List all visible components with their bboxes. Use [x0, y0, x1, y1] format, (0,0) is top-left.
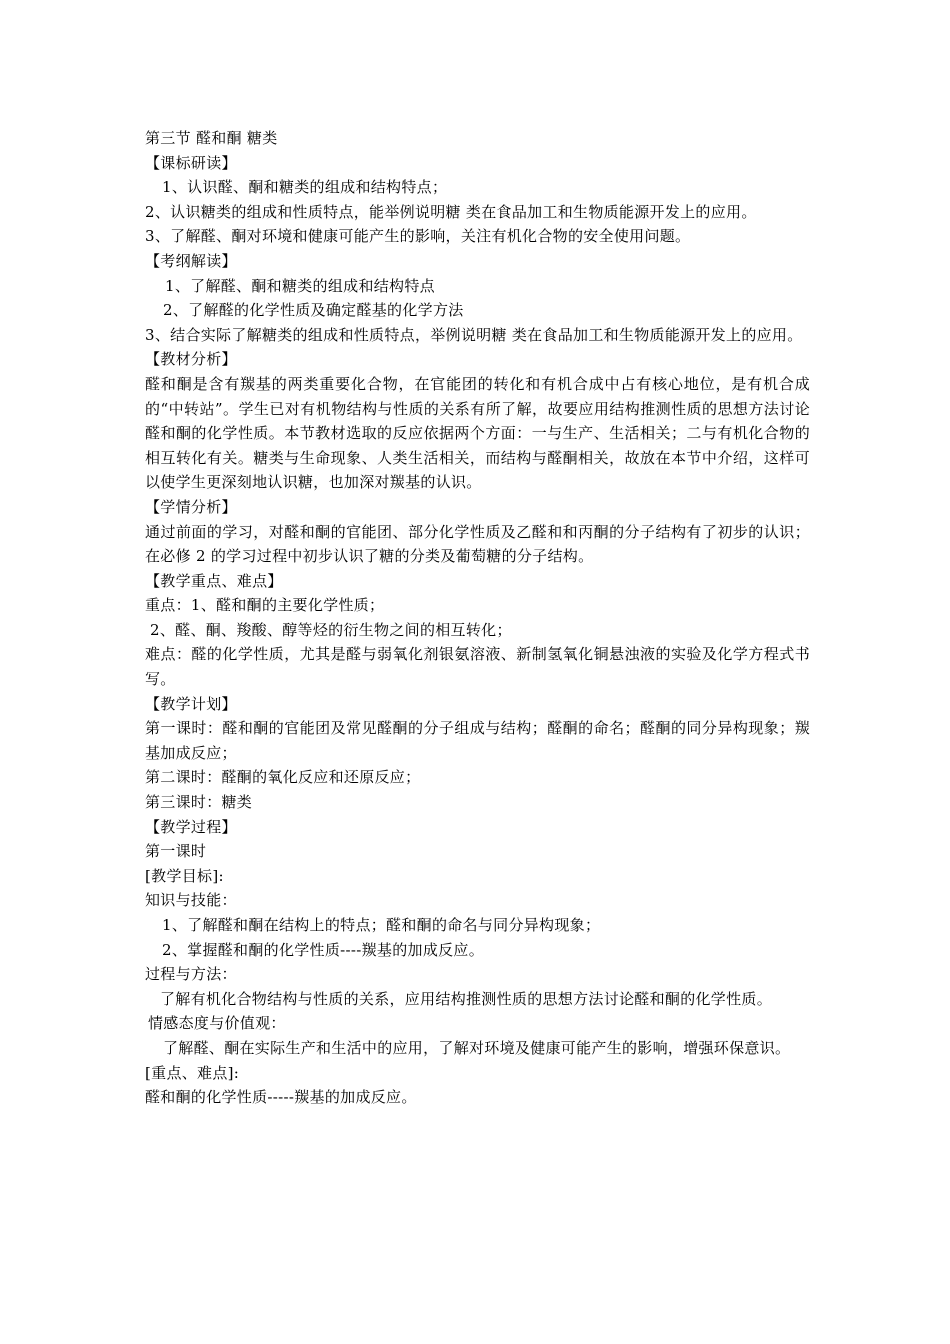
- plan-lesson-2: 第二课时：醛酮的氧化反应和还原反应；: [145, 768, 421, 787]
- process-method-label: 过程与方法：: [145, 965, 237, 984]
- difficult-point: 难点：醛的化学性质，尤其是醛与弱氧化剂银氨溶液、新制氢氧化铜悬浊液的实验及化学方程式书写。: [145, 645, 810, 689]
- syllabus-item-1: 1、了解醛、酮和糖类的组成和结构特点: [165, 276, 435, 295]
- heading-key-points: 【教学重点、难点】: [145, 571, 283, 590]
- heading-curriculum: 【课标研读】: [145, 153, 237, 172]
- attitude-values-label: 情感态度与价值观：: [148, 1014, 286, 1033]
- curriculum-item-2: 2、认识糖类的组成和性质特点，能举例说明糖 类在食品加工和生物质能源开发上的应用。: [145, 202, 757, 221]
- heading-teaching-plan: 【教学计划】: [145, 694, 237, 713]
- key-difficult-label: [重点、难点]:: [145, 1063, 240, 1082]
- attitude-values-text: 了解醛、酮在实际生产和生活中的应用，了解对环境及健康可能产生的影响，增强环保意识。: [163, 1038, 791, 1057]
- plan-lesson-1: 第一课时：醛和酮的官能团及常见醛酮的分子组成与结构；醛酮的命名；醛酮的同分异构现象；羰基加成反应；: [145, 719, 810, 762]
- syllabus-item-3: 3、结合实际了解糖类的组成和性质特点，举例说明糖 类在食品加工和生物质能源开发上的应用。: [145, 325, 803, 344]
- heading-syllabus: 【考纲解读】: [145, 251, 237, 270]
- key-point-1: 重点：1、醛和酮的主要化学性质；: [145, 596, 385, 615]
- process-method-text: 了解有机化合物结构与性质的关系，应用结构推测性质的思想方法讨论醛和酮的化学性质。: [160, 989, 773, 1008]
- heading-teaching-process: 【教学过程】: [145, 817, 237, 836]
- heading-student-analysis: 【学情分析】: [145, 497, 237, 516]
- syllabus-item-2: 2、了解醛的化学性质及确定醛基的化学方法: [163, 301, 464, 320]
- curriculum-item-1: 1、认识醛、酮和糖类的组成和结构特点；: [162, 178, 448, 197]
- section-title: 第三节 醛和酮 糖类: [145, 129, 278, 147]
- document-body: [145, 126, 810, 1110]
- curriculum-item-3: 3、了解醛、酮对环境和健康可能产生的影响，关注有机化合物的安全使用问题。: [145, 227, 691, 246]
- knowledge-skills-label: 知识与技能：: [145, 891, 237, 910]
- heading-textbook-analysis: 【教材分析】: [145, 350, 237, 369]
- student-analysis-text: 通过前面的学习，对醛和酮的官能团、部分化学性质及乙醛和和丙酮的分子结构有了初步的认识；在必修 2 的学习过程中初步认识了糖的分类及葡萄糖的分子结构。: [145, 522, 810, 566]
- plan-lesson-3: 第三课时：糖类: [145, 793, 253, 812]
- key-difficult-text: 醛和酮的化学性质-----羰基的加成反应。: [145, 1088, 417, 1107]
- knowledge-item-2: 2、掌握醛和酮的化学性质----羰基的加成反应。: [162, 940, 485, 959]
- lesson-1-title: 第一课时: [145, 842, 207, 861]
- knowledge-item-1: 1、了解醛和酮在结构上的特点；醛和酮的命名与同分异构现象；: [162, 916, 601, 934]
- textbook-analysis-text: 醛和酮是含有羰基的两类重要化合物，在官能团的转化和有机合成中占有核心地位，是有机合成的“中转站”。学生已对有机物结构与性质的关系有所了解，故要应用结构推测性质的思想方法讨论醛和酮的化学性质。本节教材选取的反应依据两个方面：一与生产、生活相关；二与有机化合物的相互转化有关。糖类与生命现象、人类生活相关，而结构与醛酮相关，故放在本节中介绍，这样可以使学生更深刻地认识糖，也加深对羰基的认识。: [145, 374, 810, 492]
- teaching-goals-label: [教学目标]:: [145, 866, 224, 885]
- key-point-2: 2、醛、酮、羧酸、醇等烃的衍生物之间的相互转化；: [150, 620, 512, 639]
